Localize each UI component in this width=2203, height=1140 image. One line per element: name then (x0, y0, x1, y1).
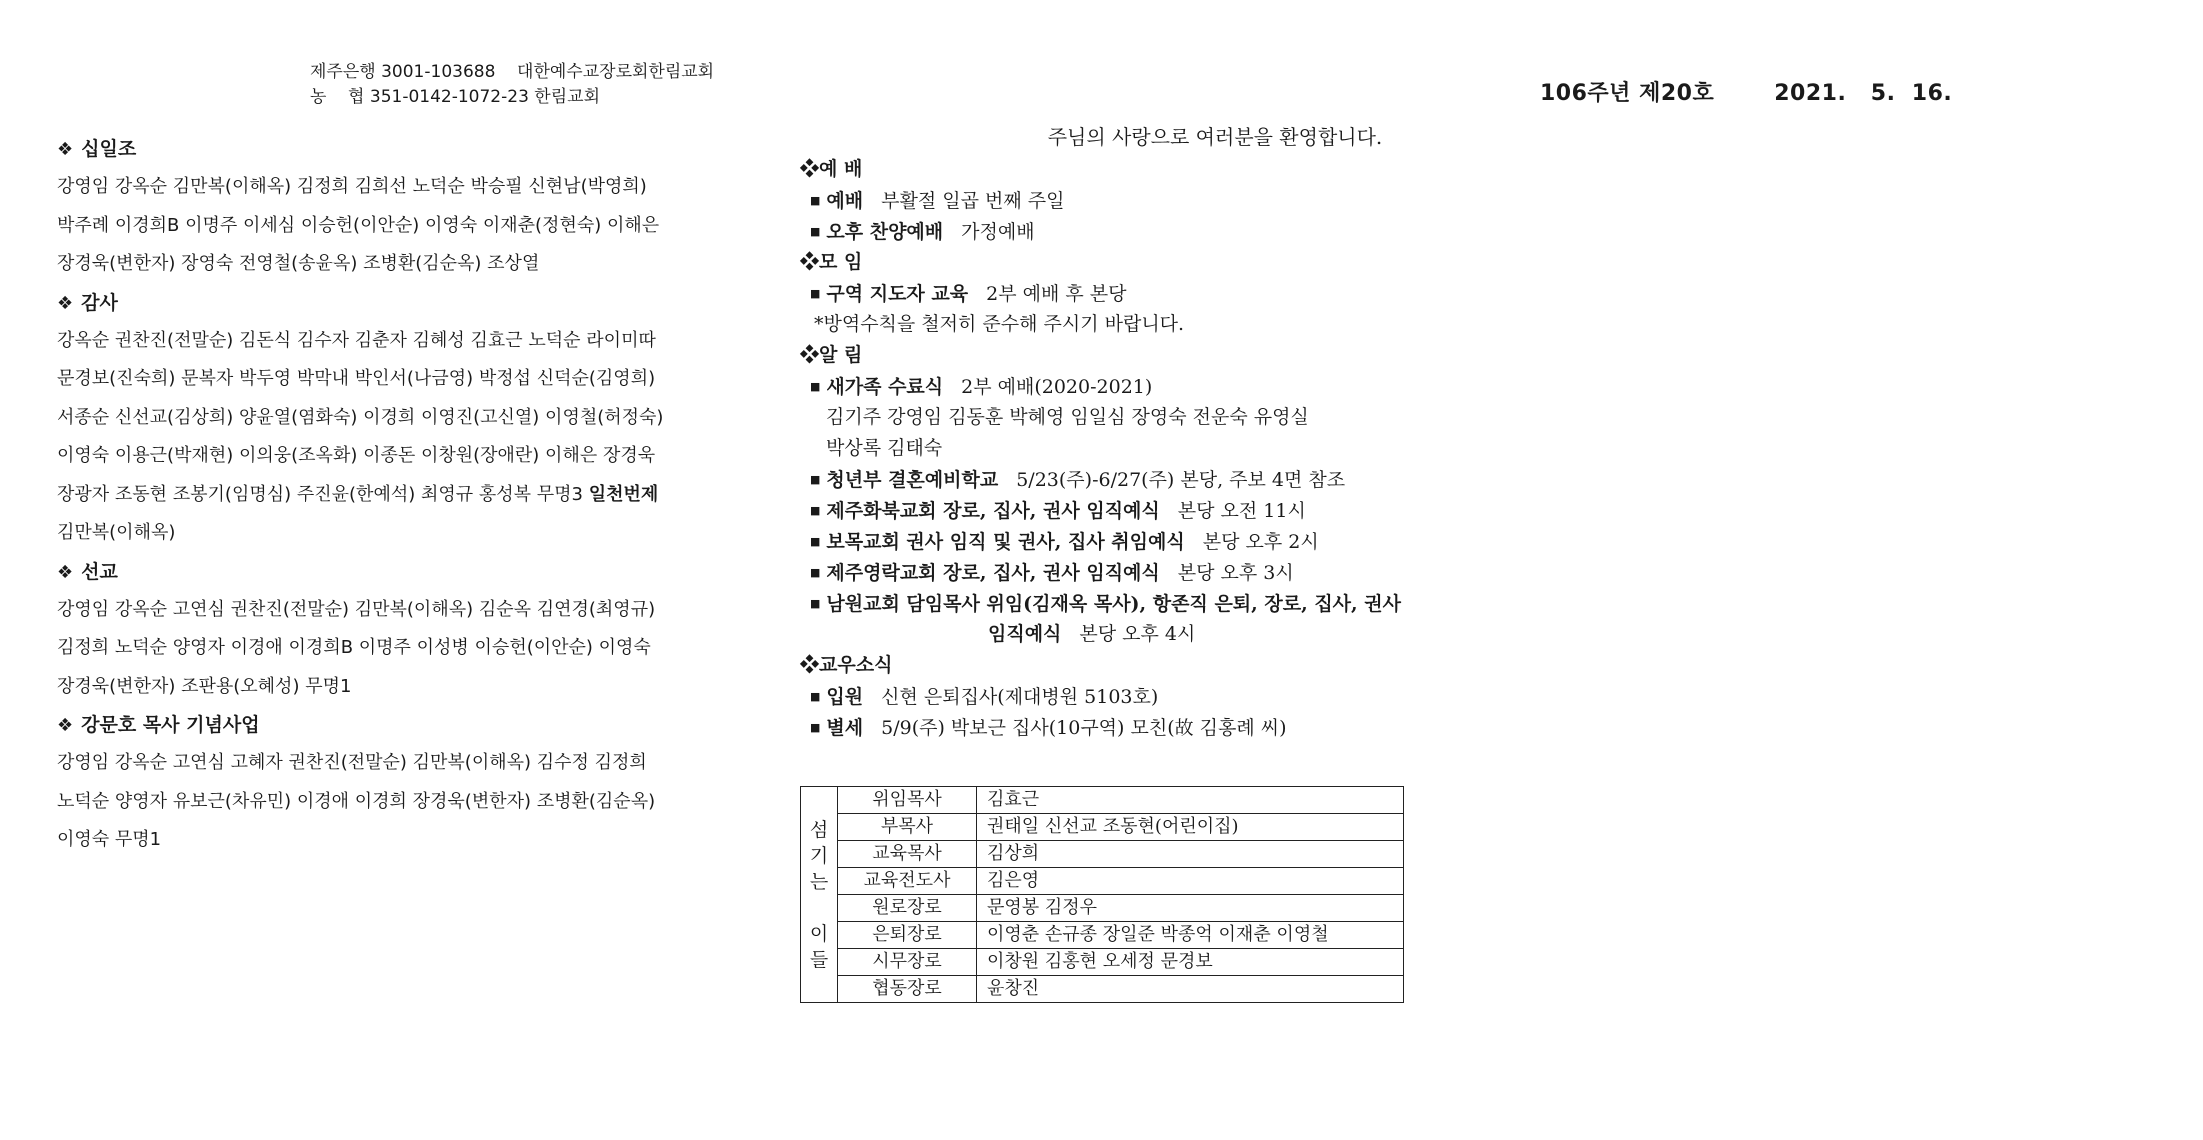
offering-section-memorial (57, 706, 717, 860)
name-list (57, 322, 717, 553)
section-heading (800, 247, 1500, 278)
item-text: 본당 오후 3시 (1177, 562, 1294, 584)
item-label: 보목교회 권사 임직 및 권사, 집사 취임예식 (826, 531, 1185, 553)
staff-table (800, 786, 1404, 1003)
role-cell: 시무장로 (838, 949, 977, 976)
list-item (800, 371, 1500, 402)
name-line: 김만복(이해옥) (57, 522, 176, 543)
name-line: 강영임 강옥순 김만복(이해옥) 김정희 김희선 노덕순 박승필 신현남(박영희) (57, 176, 647, 197)
table-row (801, 787, 1404, 814)
square-bullet-icon: ■ (810, 473, 821, 486)
bank-account: 3001-103688 (381, 62, 496, 82)
account-holder: 한림교회 (534, 87, 600, 107)
issue-info (1540, 76, 1952, 107)
section-heading (57, 130, 717, 168)
bank-name: 농 협 (310, 87, 365, 107)
offerings-column (57, 130, 717, 860)
list-item (800, 464, 1500, 495)
square-bullet-icon: ■ (810, 721, 821, 734)
name-line: 강영임 강옥순 고연심 고혜자 권찬진(전말순) 김만복(이해옥) 김수정 김정희 (57, 752, 647, 773)
bank-row-nonghyup (310, 85, 714, 110)
section-heading (800, 650, 1500, 681)
item-label: 남원교회 담임목사 위임(김재옥 목사), 항존직 은퇴, 장로, 집사, 권사 (826, 593, 1401, 615)
role-cell: 원로장로 (838, 895, 977, 922)
section-title: 예 배 (819, 158, 863, 180)
item-label: 예배 (826, 190, 864, 212)
list-item (800, 526, 1500, 557)
issue-number: 106주년 제20호 (1540, 81, 1715, 106)
names-cell: 이창원 김홍현 오세정 문경보 (977, 949, 1404, 976)
square-bullet-icon: ■ (810, 566, 821, 579)
square-bullet-icon: ■ (810, 690, 821, 703)
item-text: 본당 오후 2시 (1202, 531, 1319, 553)
bold-label: 일천번제 (588, 483, 659, 505)
item-text: 가정예배 (961, 221, 1035, 243)
names-cell: 김효근 (977, 787, 1404, 814)
diamond-bullet-icon: ❖ (57, 561, 74, 583)
item-label: 임직예식 (988, 623, 1062, 645)
role-cell: 위임목사 (838, 787, 977, 814)
section-title: 강문호 목사 기념사업 (81, 714, 260, 736)
table-row (801, 976, 1404, 1003)
item-text: 부활절 일곱 번째 주일 (881, 190, 1065, 212)
square-bullet-icon: ■ (810, 380, 821, 393)
name-line: 장경욱(변한자) 조판용(오혜성) 무명1 (57, 675, 352, 697)
table-row (801, 922, 1404, 949)
item-label: 새가족 수료식 (826, 376, 944, 398)
section-title: 선교 (81, 560, 118, 583)
list-item-continuation (800, 619, 1500, 650)
name-line: 박주례 이경희B 이명주 이세심 이승헌(이안순) 이영숙 이재춘(정현숙) 이해은 (57, 214, 660, 236)
list-item (800, 216, 1500, 247)
names-cell: 윤창진 (977, 976, 1404, 1003)
role-cell: 교육전도사 (838, 868, 977, 895)
diamond-bullet-icon: ❖ (57, 139, 74, 160)
item-text: 2부 예배(2020-2021) (961, 376, 1153, 398)
name-line: 문경보(진숙희) 문복자 박두영 박막내 박인서(나금영) 박정섭 신덕순(김영희) (57, 368, 656, 389)
announcements-column (800, 120, 1500, 743)
name-line: 이영숙 무명1 (57, 829, 162, 850)
diamond-bullet-icon: ❖ (800, 158, 820, 180)
table-row (801, 841, 1404, 868)
name-list (57, 591, 717, 707)
item-label: 별세 (826, 717, 864, 739)
offering-section-mission (57, 553, 717, 707)
name-line: 노덕순 양영자 유보근(차유민) 이경애 이경희 장경욱(변한자) 조병환(김순옥) (57, 790, 656, 812)
names-cell: 김은영 (977, 868, 1404, 895)
section-heading (800, 154, 1500, 185)
names-cell: 김상희 (977, 841, 1404, 868)
list-item (800, 278, 1500, 309)
table-row (801, 868, 1404, 895)
item-label: 제주영락교회 장로, 집사, 권사 임직예식 (826, 562, 1160, 584)
role-cell: 은퇴장로 (838, 922, 977, 949)
name-line: 강영임 강옥순 고연심 권찬진(전말순) 김만복(이해옥) 김순옥 김연경(최영규) (57, 598, 656, 620)
offering-section-thanks (57, 284, 717, 553)
list-item (800, 185, 1500, 216)
list-item (800, 495, 1500, 526)
issue-date: 2021. 5. 16. (1774, 81, 1953, 106)
role-cell: 협동장로 (838, 976, 977, 1003)
role-cell: 교육목사 (838, 841, 977, 868)
names-cell: 이영춘 손규종 장일준 박종억 이재춘 이영철 (977, 922, 1404, 949)
item-text: 본당 오전 11시 (1177, 500, 1306, 522)
name-line: 장경욱(변한자) 장영숙 전영철(송윤옥) 조병환(김순옥) 조상열 (57, 253, 540, 274)
section-heading (800, 340, 1500, 371)
diamond-bullet-icon: ❖ (57, 715, 74, 736)
names-cell: 문영봉 김정우 (977, 895, 1404, 922)
role-cell: 부목사 (838, 814, 977, 841)
name-line: 박상록 김태숙 (826, 437, 943, 459)
section-title: 교우소식 (819, 654, 893, 676)
table-row (801, 814, 1404, 841)
section-heading (57, 553, 717, 591)
name-line (57, 476, 717, 515)
welcome-message: 주님의 사랑으로 여러분을 환영합니다. (1047, 125, 1383, 149)
item-text: 신현 은퇴집사(제대병원 5103호) (881, 686, 1159, 708)
section-title: 알 림 (819, 344, 863, 366)
table-row (801, 895, 1404, 922)
item-text: 2부 예배 후 본당 (986, 283, 1127, 305)
notice-note: *방역수칙을 철저히 준수해 주시기 바랍니다. (814, 313, 1185, 335)
name-line: 김정희 노덕순 양영자 이경애 이경희B 이명주 이성병 이승헌(이안순) 이영숙 (57, 637, 651, 658)
name-list (57, 744, 717, 860)
item-label: 오후 찬양예배 (826, 221, 944, 243)
name-text: 장광자 조동현 조봉기(임명심) 주진윤(한예석) 최영규 홍성복 무명3 (57, 483, 589, 505)
table-row (801, 949, 1404, 976)
square-bullet-icon: ■ (810, 287, 821, 300)
bank-account: 351-0142-1072-23 (369, 87, 529, 107)
name-line: 이영숙 이용근(박재현) 이의웅(조옥화) 이종돈 이창원(장애란) 이해은 장경욱 (57, 445, 656, 466)
item-label: 구역 지도자 교육 (826, 283, 969, 305)
bank-row-jeju (310, 60, 714, 85)
square-bullet-icon: ■ (810, 504, 821, 517)
name-list (57, 168, 717, 284)
square-bullet-icon: ■ (810, 225, 821, 238)
item-text: 본당 오후 4시 (1079, 623, 1196, 645)
offering-section-tithe (57, 130, 717, 284)
section-title: 십일조 (81, 138, 137, 160)
item-label: 제주화북교회 장로, 집사, 권사 임직예식 (826, 500, 1160, 522)
list-item (800, 712, 1500, 743)
bank-name: 제주은행 (310, 62, 376, 82)
list-item (800, 681, 1500, 712)
item-label: 청년부 결혼예비학교 (826, 469, 999, 491)
item-label: 입원 (826, 686, 864, 708)
name-line: 서종순 신선교(김상희) 양윤열(염화숙) 이경희 이영진(고신열) 이영철(허정숙) (57, 406, 664, 428)
list-item (800, 557, 1500, 588)
name-line: 김기주 강영임 김동훈 박혜영 임일심 장영숙 전운숙 유영실 (826, 406, 1309, 428)
name-line: 강옥순 권찬진(전말순) 김돈식 김수자 김춘자 김혜성 김효근 노덕순 라이미따 (57, 329, 656, 351)
staff-side-label: 섬 기 는 이 들 (801, 787, 838, 1003)
account-holder: 대한예수교장로회한림교회 (517, 62, 715, 82)
square-bullet-icon: ■ (810, 597, 821, 610)
diamond-bullet-icon: ❖ (57, 292, 74, 314)
diamond-bullet-icon: ❖ (800, 654, 820, 676)
item-text: 5/9(주) 박보근 집사(10구역) 모친(故 김홍례 씨) (881, 717, 1287, 739)
section-heading (57, 706, 717, 744)
section-title: 감사 (81, 291, 118, 314)
section-heading (57, 284, 717, 322)
item-text: 5/23(주)-6/27(주) 본당, 주보 4면 참조 (1016, 469, 1346, 491)
diamond-bullet-icon: ❖ (800, 251, 820, 273)
square-bullet-icon: ■ (810, 535, 821, 548)
list-item (800, 588, 1500, 619)
section-title: 모 임 (819, 251, 863, 273)
diamond-bullet-icon: ❖ (800, 344, 820, 366)
names-cell: 권태일 신선교 조동현(어린이집) (977, 814, 1404, 841)
bank-info (310, 60, 714, 110)
square-bullet-icon: ■ (810, 194, 821, 207)
